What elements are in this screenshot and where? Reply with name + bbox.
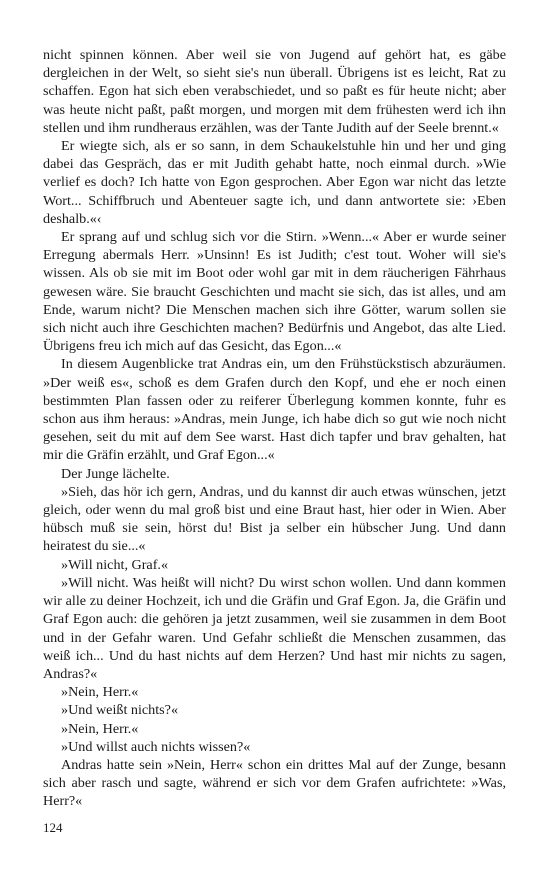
paragraph: Er sprang auf und schlug sich vor die Stirn. »Wenn...« Aber er wurde seiner Erregung abermals Herr. »Unsinn! Es ist Judith; c'est tout. Woher will sie's wissen. Als ob sie mit im Boot oder wohl gar mit in dem räucherigen Fährhaus gewesen wäre. Sie braucht Geschichten und macht sie sich, das ist alles, und am Ende, warum nicht? Die Menschen machen sich ihre Götter, warum sollen sie sich nicht auch ihre Geschichten machen? Bedürfnis und Angebot, das alte Lied. Übrigens freu ich mich auf das Gesicht, das Egon...« xyxy=(43,229,506,355)
paragraph: Der Junge lächelte. xyxy=(61,465,170,482)
paragraph: »Sieh, das hör ich gern, Andras, und du kannst dir auch etwas wünschen, jetzt gleich, oder wenn du mal groß bist und eine Braut hast, hier oder in Wien. Aber hübsch muß sie sein, hörst du! Bist ja selber ein hübscher Jung. Und dann heiratest du sie...« xyxy=(43,483,506,555)
page-body xyxy=(43,46,506,811)
paragraph: »Will nicht. Was heißt will nicht? Du wirst schon wollen. Und dann kommen wir alle zu deiner Hochzeit, ich und die Gräfin und Graf Egon. Ja, die Gräfin und Graf Egon auch: die gehören ja jetzt zusammen, weil sie zusammen in dem Boot und in der Gefahr waren. Und Gefahr schließt die Menschen zusammen, das weiß ich... Und du hast nichts auf dem Herzen? Und hast mir nichts zu sagen, Andras?« xyxy=(43,574,506,682)
page-number: 124 xyxy=(43,820,63,835)
paragraph: Er wiegte sich, als er so sann, in dem Schaukelstuhle hin und her und ging dabei das Gespräch, das er mit Judith gehabt hatte, noch einmal durch. »Wie verlief es doch? Ich hatte von Egon gesprochen. Aber Egon war nicht das letzte Wort... Schiffbruch und Abenteuer sagte ich, und dann antwortete sie: ›Eben deshalb.«‹ xyxy=(43,138,506,227)
paragraph: In diesem Augenblicke trat Andras ein, um den Frühstückstisch abzuräumen. »Der weiß es«, schoß es dem Grafen durch den Kopf, und ehe er noch einen bestimmten Plan fassen oder zu reiferer Überlegung kommen konnte, fuhr es schon aus ihm heraus: »Andras, mein Junge, ich habe dich so gut wie noch nicht gesehen, seit du mit auf dem See warst. Hast dich tapfer und brav gehalten, hat mir die Gräfin erzählt, und Graf Egon...« xyxy=(43,356,506,464)
paragraph: »Will nicht, Graf.« xyxy=(61,556,169,573)
paragraph: Andras hatte sein »Nein, Herr« schon ein drittes Mal auf der Zunge, besann sich aber rasch und sagte, während er sich vor dem Grafen aufrichtete: »Was, Herr?« xyxy=(43,756,506,810)
paragraph: »Und weißt nichts?« xyxy=(61,702,179,719)
paragraph: »Nein, Herr.« xyxy=(61,684,139,701)
paragraph: nicht spinnen können. Aber weil sie von Jugend auf gehört hat, es gäbe dergleichen in der Welt, so sieht sie's nun überall. Übrigens ist es leicht, Rat zu schaffen. Egon hat sich eben verabschiedet, und so paßt es für heute nicht; aber was heute nicht paßt, paßt morgen, und morgen mit dem frühesten werd ich ihn stellen und ihm rundheraus erzählen, was der Tante Judith auf der Seele brennt.« xyxy=(43,47,506,136)
paragraph: »Nein, Herr.« xyxy=(61,720,139,737)
paragraph: »Und willst auch nichts wissen?« xyxy=(61,738,251,755)
